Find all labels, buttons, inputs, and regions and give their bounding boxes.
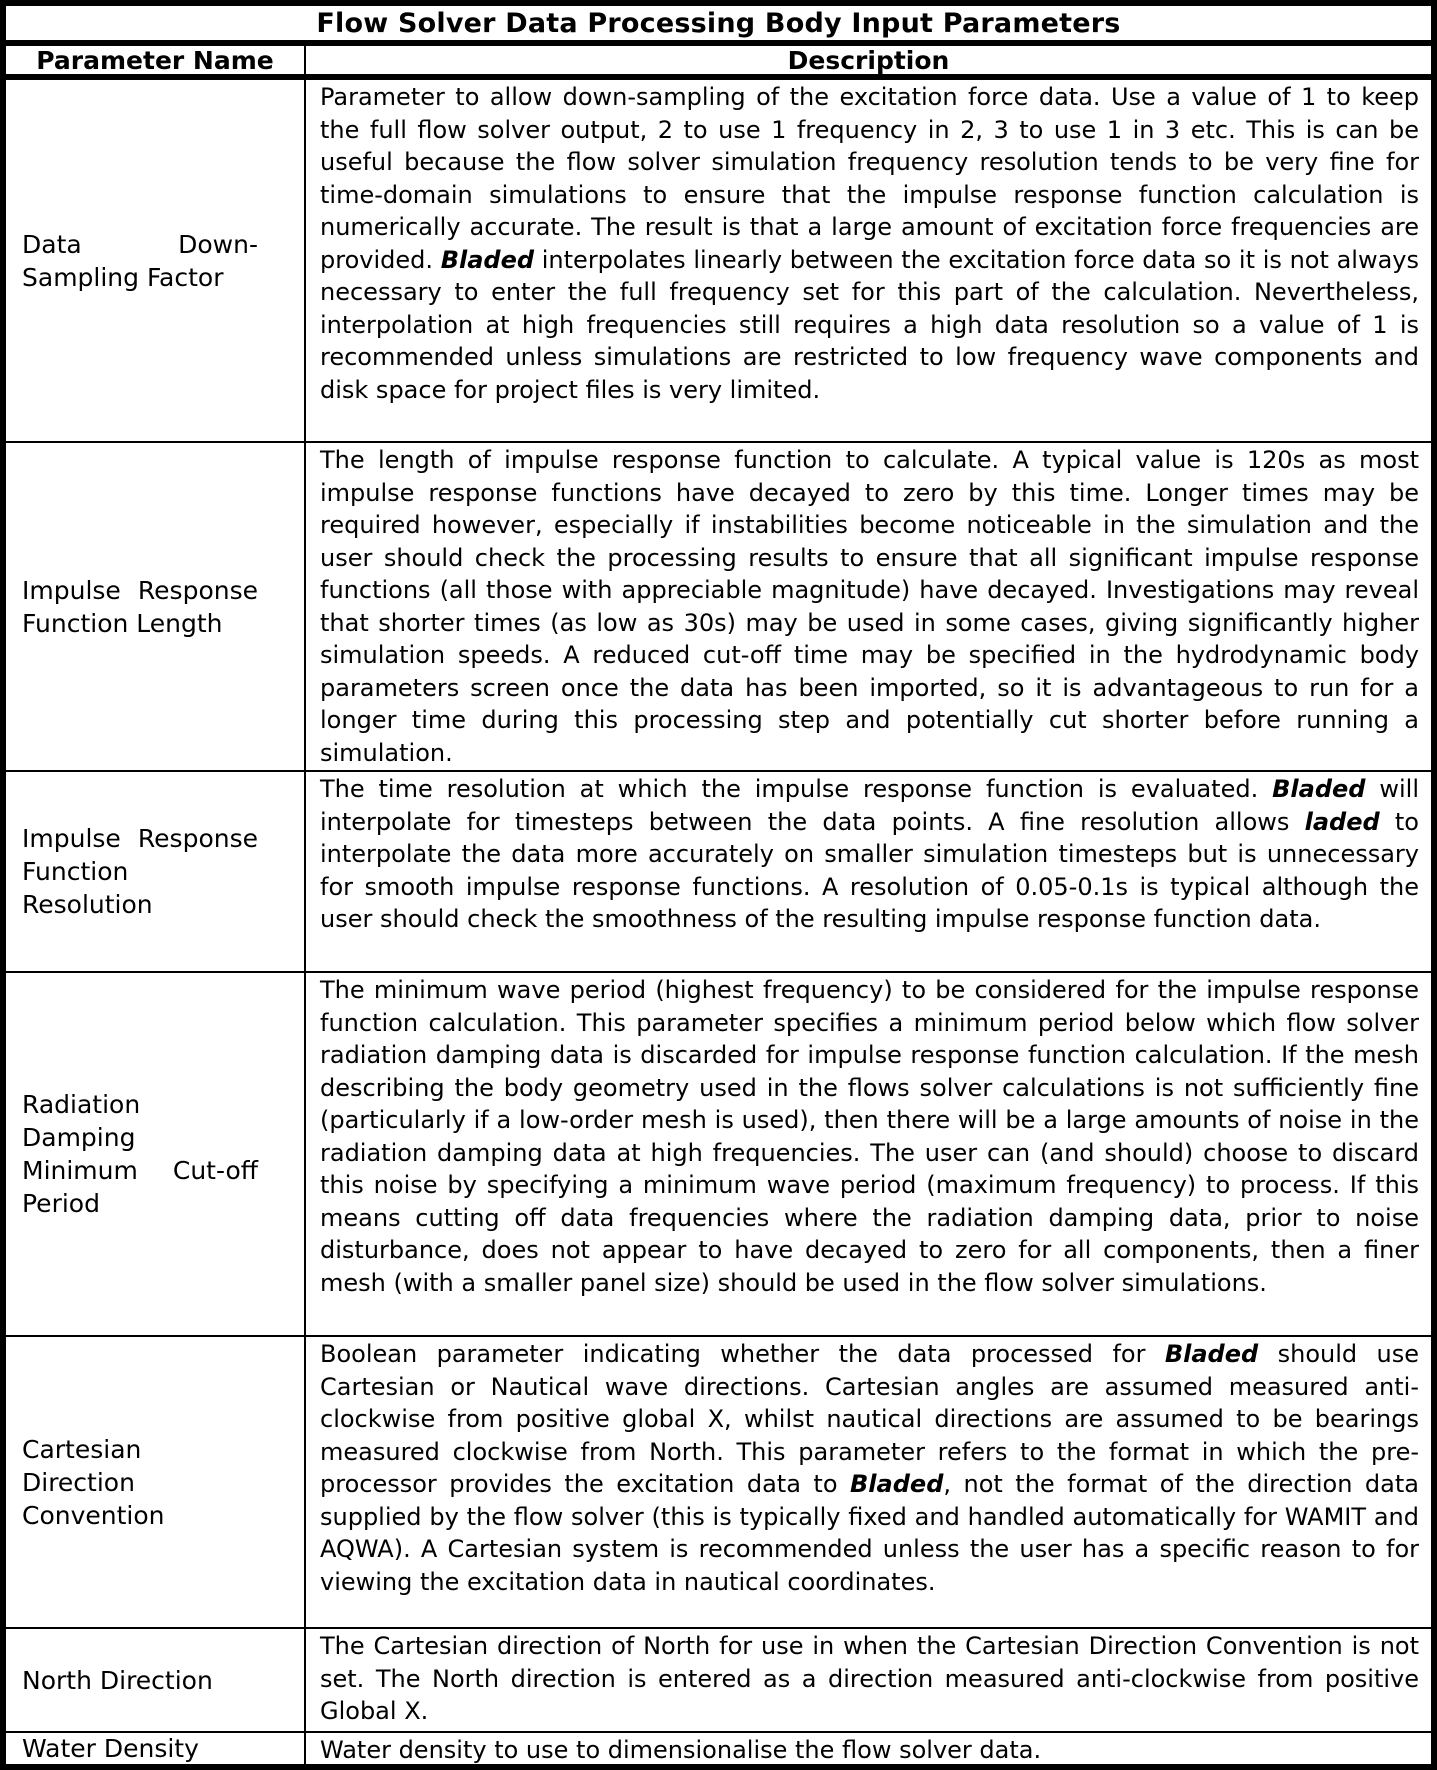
parameter-name-text: Radiation Damping Minimum Cut-off Period [22, 1090, 258, 1218]
table-row [6, 1629, 1431, 1733]
parameter-name-cell [6, 443, 306, 770]
parameter-description-cell: Parameter to allow down-sampling of the excitation force data. Use a value of 1 to keep the full flow solver output, 2 to use 1 frequency in 2, 3 to use 1 in 3 etc. This is can be useful because the flow solver simulation frequency resolution tends to be very fine for time-domain simulations to ensure that the impulse response function calculation is numerically accurate. The result is that a large amount of excitation force frequencies are provided. Bladed interpolates linearly between the excitation force data so it is not always necessary to enter the full frequency set for this part of the calculation. Nevertheless, interpolation at high frequencies still requires a high data resolution so a value of 1 is recommended unless simulations are restricted to low frequency wave components and disk space for project files is very limited. [320, 83, 1419, 404]
table-row [6, 1733, 1431, 1764]
column-header-description: Description [787, 45, 950, 75]
table-row [6, 443, 1431, 772]
parameter-description-cell: The length of impulse response function to calculate. A typical value is 120s as most impulse response functions have decayed to zero by this time. Longer times may be required however, especially if instabilities become noticeable in the simulation and the user should check the processing results to ensure that all significant impulse response functions (all those with appreciable magnitude) have decayed. Investigations may reveal that shorter times (as low as 30s) may be used in some cases, giving significantly higher simulation speeds. A reduced cut-off time may be specified in the hydrodynamic body parameters screen once the data has been imported, so it is advantageous to run for a longer time during this processing step and potentially cut shorter before running a simulation. [320, 446, 1419, 767]
parameter-description-cell: Water density to use to dimensionalise the flow solver data. [320, 1736, 1042, 1764]
table-title: Flow Solver Data Processing Body Input Parameters [6, 6, 1431, 46]
parameter-name-cell [6, 973, 306, 1335]
table-row [6, 973, 1431, 1337]
parameter-description-cell: The time resolution at which the impulse response function is evaluated. Bladed will interpolate for timesteps between the data points. A fine resolution allows laded to interpolate the data more accurately on smaller simulation timesteps but is unnecessary for smooth impulse response functions. A resolution of 0.05-0.1s is typical although the user should check the smoothness of the resulting impulse response function data. [320, 775, 1420, 933]
parameter-description-cell: The minimum wave period (highest frequency) to be considered for the impulse response function calculation. This parameter specifies a minimum period below which flow solver radiation damping data is discarded for impulse response function calculation. If the mesh describing the body geometry used in the flows solver calculations is not sufficiently fine (particularly if a low-order mesh is used), then there will be a large amounts of noise in the radiation damping data at high frequencies. The user can (and should) choose to discard this noise by specifying a minimum wave period (maximum frequency) to process. If this means cutting off data frequencies where the radiation damping data, prior to noise disturbance, does not appear to have decayed to zero for all components, then a finer mesh (with a smaller panel size) should be used in the flow solver simulations. [320, 976, 1419, 1297]
parameter-name-text: Cartesian Direction Convention [22, 1434, 165, 1530]
parameter-name-text: Impulse Response Function Length [22, 575, 258, 638]
parameter-name-cell [6, 1733, 306, 1764]
parameter-name-cell [6, 1337, 306, 1627]
parameter-name-text: Water Density [22, 1734, 199, 1763]
parameter-name-cell [6, 1629, 306, 1731]
table-header-row [6, 46, 1431, 80]
table-row [6, 80, 1431, 443]
parameter-name-cell [6, 80, 306, 441]
parameter-name-text: Data Down-Sampling Factor [22, 229, 258, 292]
table-row [6, 1337, 1431, 1629]
parameter-description-cell: The Cartesian direction of North for use in when the Cartesian Direction Convention is not set. The North direction is entered as a direction measured anti-clockwise from positive Global X. [320, 1632, 1419, 1725]
parameter-name-text: North Direction [22, 1665, 213, 1695]
table-row [6, 772, 1431, 973]
parameter-description-cell: Boolean parameter indicating whether the data processed for Bladed should use Cartesian or Nautical wave directions. Cartesian angles are assumed measured anti-clockwise from positive global X, whilst nautical directions are assumed to be bearings measured clockwise from North. This parameter refers to the format in which the pre-processor provides the excitation data to Bladed, not the format of the direction data supplied by the flow solver (this is typically fixed and handled automatically for WAMIT and AQWA). A Cartesian system is recommended unless the user has a specific reason to for viewing the excitation data in nautical coordinates. [320, 1340, 1419, 1596]
parameter-name-text: Impulse Response Function Resolution [22, 824, 258, 919]
column-header-parameter-name: Parameter Name [6, 46, 306, 74]
parameter-name-cell [6, 772, 306, 971]
